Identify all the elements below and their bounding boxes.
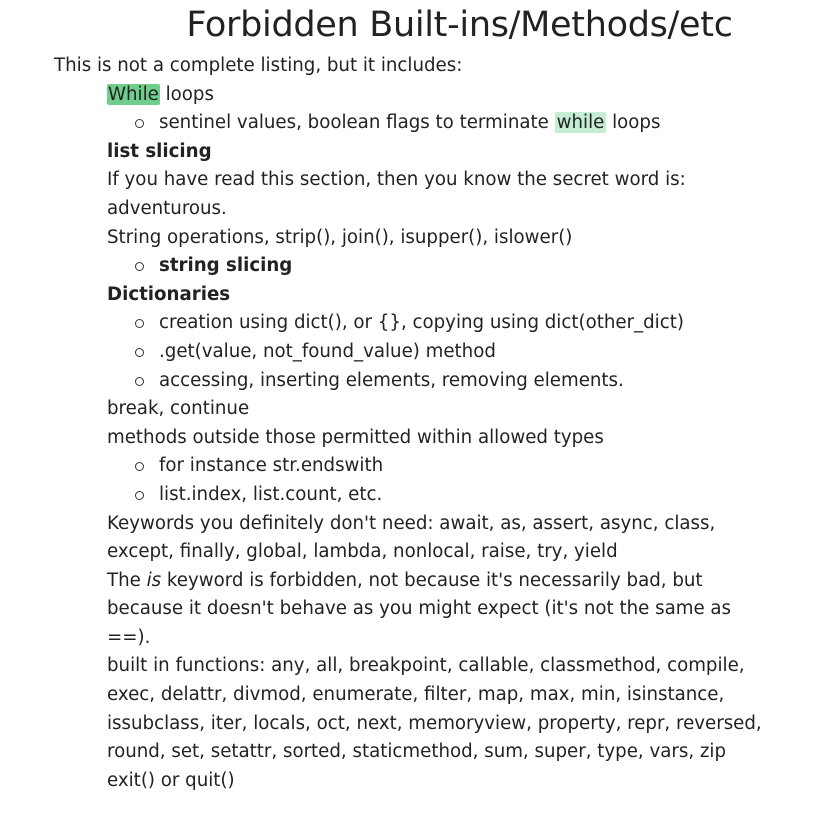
sentinel-text-suffix: loops <box>606 112 661 134</box>
sublist-item-dict-access: accessing, inserting elements, removing elements. <box>159 367 774 396</box>
sentinel-text-prefix: sentinel values, boolean flags to terminate <box>159 112 555 134</box>
highlight-while-keyword[interactable]: While <box>108 83 159 105</box>
methods-outside-text: methods outside those permitted within allowed types <box>107 426 604 448</box>
highlight-while-inline[interactable]: while <box>556 112 605 134</box>
list-item-methods-outside <box>107 424 774 510</box>
sublist-item-sentinel <box>159 109 774 138</box>
sublist-item-list-index: list.index, list.count, etc. <box>159 481 774 510</box>
is-keyword-prefix: The <box>107 569 147 591</box>
string-operations-text: String operations, strip(), join(), isupper(), islower() <box>107 226 573 248</box>
list-item-while-loops <box>107 81 774 138</box>
while-loops-text: loops <box>159 83 214 105</box>
dictionaries-sublist <box>107 309 774 395</box>
sublist-item-str-endswith: for instance str.endswith <box>159 452 774 481</box>
dictionaries-heading: Dictionaries <box>107 283 231 305</box>
list-item-secret-word: If you have read this section, then you know the secret word is: adventurous. <box>107 169 686 219</box>
page-title: Forbidden Built-ins/Methods/etc <box>186 5 733 45</box>
list-item-break-continue: break, continue <box>107 398 250 420</box>
list-item-keywords: Keywords you definitely don't need: await, as, assert, async, class, except, finally, global, lambda, nonlocal, raise, try, yield <box>107 512 716 563</box>
list-item-builtins: built in functions: any, all, breakpoint, callable, classmethod, compile, exec, delattr, divmod, enumerate, filter, map, max, min, isinstance, issubclass, iter, locals, oct, next, memoryview, property, repr, reversed, round, set, setattr, sorted, staticmethod, sum, super, type, vars, zip <box>107 655 762 763</box>
is-keyword-italic: is <box>146 569 162 591</box>
is-keyword-suffix: keyword is forbidden, not because it's necessarily bad, but because it doesn't behave as you might expect (it's not the same as ==). <box>107 569 732 648</box>
while-sublist <box>107 109 774 138</box>
sublist-item-dict-get: .get(value, not_found_value) method <box>159 338 774 367</box>
list-item-string-operations <box>107 224 774 281</box>
sublist-item-dict-creation: creation using dict(), or {}, copying using dict(other_dict) <box>159 309 774 338</box>
forbidden-list <box>54 81 774 796</box>
list-item-list-slicing: list slicing <box>107 140 212 162</box>
list-item-dictionaries <box>107 281 774 395</box>
list-item-is-keyword <box>107 567 774 653</box>
list-item-exit-quit: exit() or quit() <box>107 769 235 791</box>
methods-sublist <box>107 452 774 509</box>
string-ops-sublist <box>107 252 774 281</box>
sublist-item-string-slicing: string slicing <box>159 252 774 281</box>
intro-text: This is not a complete listing, but it includes: <box>54 55 463 76</box>
forbidden-content <box>54 52 774 795</box>
